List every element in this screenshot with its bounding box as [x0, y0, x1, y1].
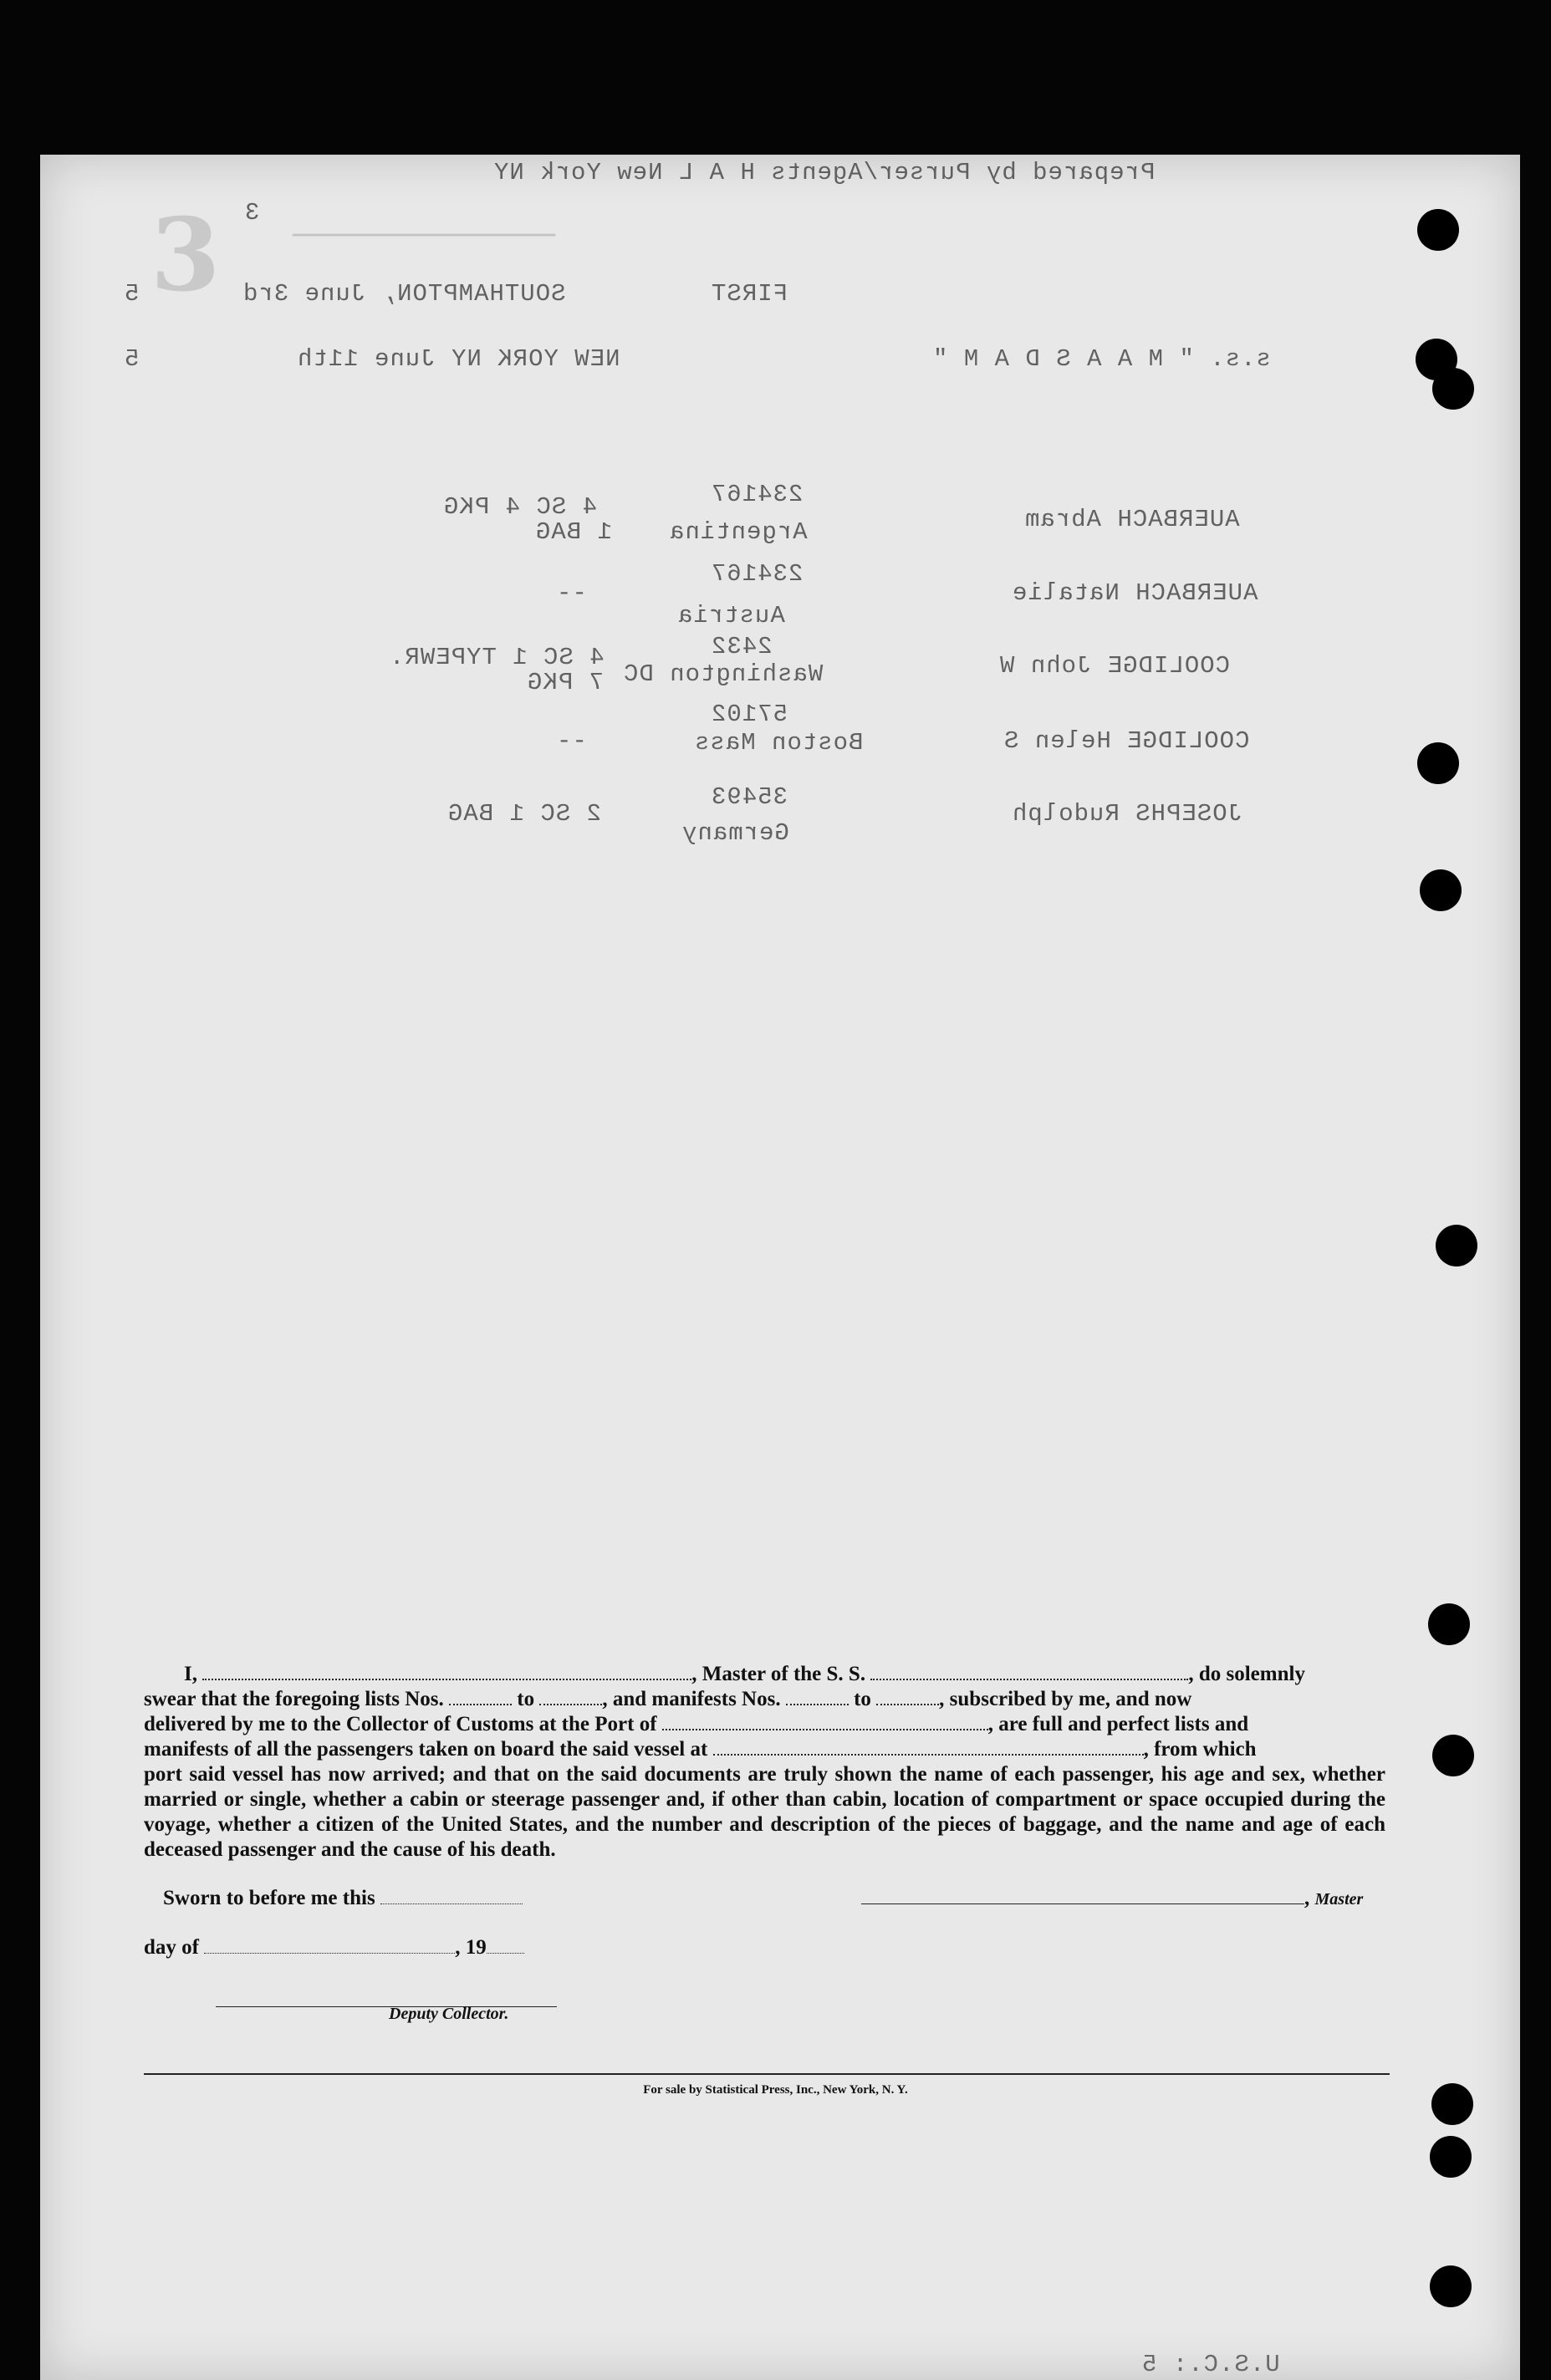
publisher-footer: For sale by Statistical Press, Inc., New York, N. Y. — [643, 2083, 908, 2097]
passenger-5-baggage: 2 SC 1 BAG — [447, 800, 602, 828]
passenger-3-name: COOLIDGE John W — [999, 652, 1231, 680]
passenger-2-country: Austria — [677, 602, 785, 629]
lists-to-blank — [539, 1692, 602, 1705]
master-signature-blank — [861, 1892, 1304, 1904]
passenger-2-name: AUERBACH Natalie — [1012, 579, 1258, 607]
passenger-5-name: JOSEPHS Rudolph — [1012, 800, 1243, 828]
passenger-3-number: 2432 — [711, 633, 773, 660]
binder-hole — [1430, 2265, 1472, 2307]
binder-hole — [1436, 1225, 1477, 1266]
faint-form-heading: ▁▁▁▁▁▁▁▁▁▁▁▁▁▁▁▁▁▁▁▁▁▁▁▁▁▁▁▁▁ — [293, 221, 556, 237]
passenger-4-baggage: -- — [556, 727, 587, 755]
binder-hole — [1430, 2136, 1472, 2178]
passenger-1-baggage-2: 1 BAG — [535, 518, 613, 546]
master-name-blank — [202, 1667, 691, 1680]
deputy-collector-label: Deputy Collector. — [389, 2005, 509, 2023]
arrival-port-date: NEW YORK NY June 11th — [297, 345, 620, 373]
passenger-5-number: 35493 — [711, 783, 788, 811]
sheet-number: 3 — [244, 199, 260, 227]
binder-hole — [1417, 209, 1459, 251]
master-oath: I, , Master of the S. S. , do solemnly swear that the foregoing lists Nos. to , and manifests Nos. to , subscribed by me, and now delivered by me to the Collector of Customs at the Port of , are full and perfect lists and manifests of all the passengers taken on board the said vessel at , from which port said vessel has now arrived; and that on the said documents are truly shown the name of each passenger, his age and sex, whether married or single, whether a cabin or steerage passenger and, if other than cabin, location of compartment or space occupied during the voyage, whether a citizen of the United States, and the number and description of the pieces of baggage, and the name and age of each deceased passenger and the cause of his death. — [144, 1663, 1385, 1861]
lists-from-blank — [449, 1692, 512, 1705]
binder-hole — [1428, 1603, 1470, 1645]
month-blank — [204, 1941, 455, 1954]
departure-year: 5 — [124, 280, 140, 308]
passenger-2-baggage: -- — [556, 579, 587, 607]
passenger-1-name: AUERBACH Abram — [1024, 506, 1240, 533]
sworn-line: Sworn to before me this — [163, 1887, 523, 1910]
departure-port-date: SOUTHAMPTON, June 3rd — [242, 280, 566, 308]
sworn-day-blank — [380, 1892, 523, 1904]
arrival-year: 5 — [124, 345, 140, 373]
binder-hole — [1417, 742, 1459, 784]
master-signature-line: , Master — [861, 1887, 1363, 1910]
passenger-3-baggage-2: 7 PKG — [527, 669, 605, 696]
bottom-form-code: U.S.C.: 5 — [1141, 2351, 1280, 2378]
binder-hole — [1432, 1735, 1474, 1776]
year-blank — [487, 1941, 524, 1954]
footer-rule — [144, 2073, 1390, 2075]
binder-hole — [1432, 368, 1474, 410]
day-of-line: day of , 19 — [144, 1936, 524, 1960]
manifests-to-blank — [876, 1692, 939, 1705]
passenger-5-country: Germany — [681, 819, 789, 847]
passenger-1-number: 234167 — [711, 481, 804, 508]
manifests-from-blank — [786, 1692, 849, 1705]
class-label: FIRST — [711, 280, 788, 308]
port-of-departure-blank — [713, 1742, 1144, 1756]
binder-hole — [1420, 869, 1462, 911]
passenger-4-name: COOLIDGE Helen S — [1003, 727, 1250, 755]
passenger-4-number: 57102 — [711, 701, 788, 728]
passenger-1-country: Argentina — [669, 518, 808, 546]
port-of-arrival-blank — [662, 1717, 988, 1730]
passenger-4-country: Boston Mass — [694, 729, 864, 757]
passenger-3-baggage: 4 SC 1 TYPEWR. — [389, 644, 605, 671]
passenger-3-country: Washington DC — [623, 660, 824, 688]
passenger-1-baggage: 4 SC 4 PKG — [443, 493, 598, 521]
large-page-stamp: 3 — [151, 196, 221, 314]
prepared-by-header: Prepared by Purser/Agents H A L New York NY — [493, 159, 1156, 186]
vessel-name-blank — [870, 1667, 1188, 1680]
passenger-2-number: 234167 — [711, 560, 804, 588]
vessel-name: s.s. " M A A S D A M " — [932, 345, 1271, 373]
